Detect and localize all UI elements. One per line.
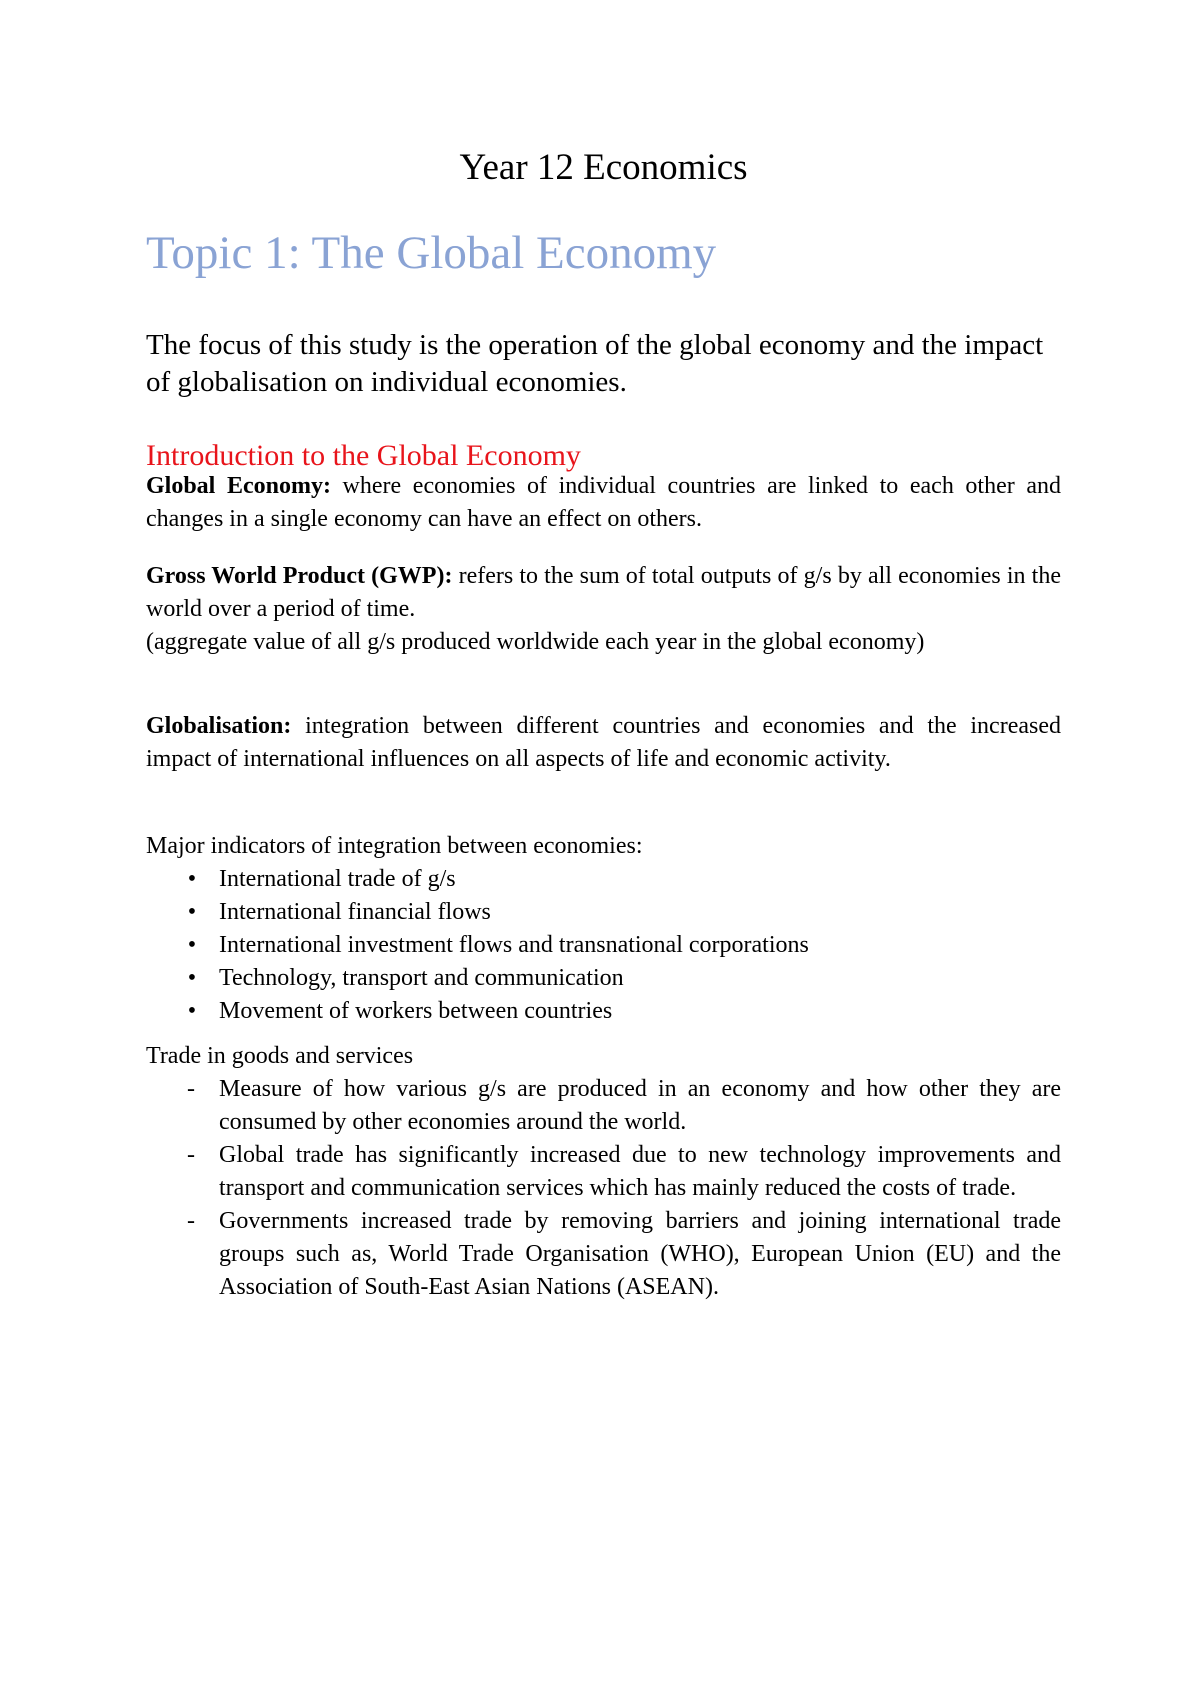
list-item: • International financial flows (146, 896, 1061, 929)
definition-text: where economies of individual countries are linked to each other and changes in a single economy can have an effect on others. (146, 473, 1061, 532)
definition-global-economy (146, 470, 1061, 536)
bullet-icon: • (187, 899, 197, 925)
list-item: - Governments increased trade by removing barriers and joining international trade groups such as, World Trade Organisation (WHO), European Union (EU) and the Association of South-East Asian Nations (ASEAN). (146, 1205, 1061, 1304)
definition-globalisation (146, 710, 1061, 776)
topic-heading: Topic 1: The Global Economy (146, 227, 717, 279)
bullet-icon: • (187, 866, 197, 892)
list-item: • International trade of g/s (146, 863, 1061, 896)
trade-list (146, 1073, 1061, 1304)
document-title: Year 12 Economics (459, 147, 748, 188)
intro-paragraph: The focus of this study is the operation of the global economy and the impact of globalisation on individual economies. (146, 329, 1044, 398)
indicators-list (146, 863, 1061, 1028)
trade-section (146, 1040, 1061, 1304)
list-item: • International investment flows and transnational corporations (146, 929, 1061, 962)
dash-icon: - (187, 1208, 195, 1234)
definition-term: Global Economy: (146, 473, 331, 499)
bullet-icon: • (187, 932, 197, 958)
list-item: - Global trade has significantly increased due to new technology improvements and transport and communication services which has mainly reduced the costs of trade. (146, 1139, 1061, 1205)
trade-heading: Trade in goods and services (146, 1043, 414, 1069)
list-item: - Measure of how various g/s are produced in an economy and how other they are consumed by other economies around the world. (146, 1073, 1061, 1139)
list-item: • Movement of workers between countries (146, 995, 1061, 1028)
definition-term: Gross World Product (GWP): (146, 563, 453, 589)
dash-icon: - (187, 1142, 195, 1168)
dash-icon: - (187, 1076, 195, 1102)
definition-gross-world-product (146, 560, 1061, 659)
bullet-icon: • (187, 998, 197, 1024)
definition-text: integration between different countries and economies and the increased impact of international influences on all aspects of life and economic activity. (146, 713, 1061, 772)
list-item: • Technology, transport and communication (146, 962, 1061, 995)
definition-note: (aggregate value of all g/s produced worldwide each year in the global economy) (146, 629, 925, 655)
definition-text: refers to the sum of total outputs of g/s by all economies in the world over a period of time. (146, 563, 1061, 622)
definition-term: Globalisation: (146, 713, 292, 739)
indicators-intro: Major indicators of integration between economies: (146, 833, 643, 859)
section-heading: Introduction to the Global Economy (146, 439, 581, 472)
bullet-icon: • (187, 965, 197, 991)
indicators-section (146, 830, 1061, 1028)
